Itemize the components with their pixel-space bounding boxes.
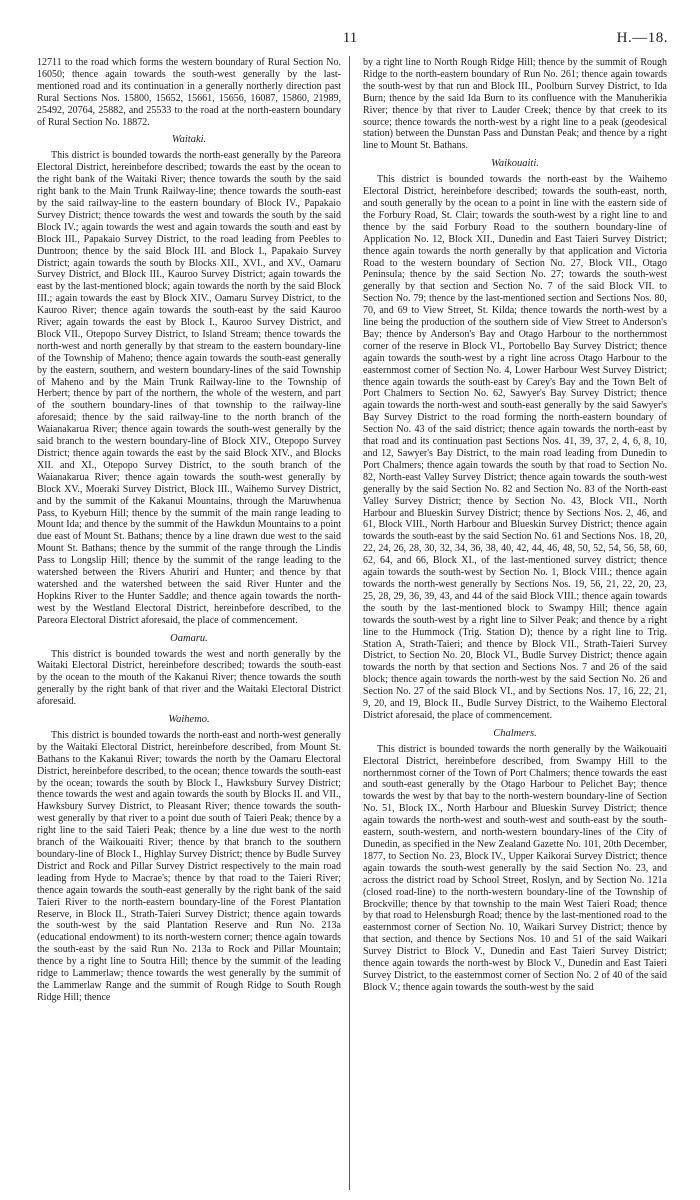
column-divider <box>349 56 350 1190</box>
district-paragraph-waikouaiti: This district is bounded towards the north-east by the Waihemo Electoral District, hereinbefore described; towards the south-east, north, and south generally by the ocean to a point in line with the eastern side of the Forbury Road, St. Clair; towards the south-west by a right line to and thence by the said Forbury Road to the southern boundary-line of Application No. 12, Block XII., Dunedin and East Taieri Survey District; thence again towards the north generally by that application and Victoria Road to the western boundary of Section No. 27, Block VII., Otago Peninsula; thence by the said Section No. 27; towards the south-west generally by that section and Section No. 7 of the said Block VII. to Section No. 79; thence by the last-mentioned section and Sections Nos. 80, 70, and 69 to View Street, St. Kilda; thence towards the north-west by a line being the production of the southern side of View Street to Anderson's Bay; thence by Anderson's Bay and Otago Harbour to the northernmost corner of the reserve in Block VI., Portobello Bay Survey District; thence again towards the south-west by a right line across Otago Harbour to the easternmost corner of Section No. 4, Lower Harbour West Survey District; thence again towards the south-east by Carey's Bay and the Town Belt of Port Chalmers to Section No. 62, Sawyer's Bay Survey District; thence again towards the north-west and south-east generally by the said Sawyer's Bay Survey District to the road forming the north-eastern boundary of Section No. 43 of the said district; thence again towards the north-east by that road and its continuation past Sections Nos. 41, 39, 37, 2, 4, 6, 8, 10, and 12, Sawyer's Bay District, to the main road leading from Dunedin to Port Chalmers; thence again towards the south by that road to Section No. 82, North-east Valley Survey District; thence again towards the south-west generally by the said Section No. 82 and Section No. 83 of the North-east Valley Survey District; thence by Section No. 43, Block VII., North Harbour and Blueskin Survey District; thence by Sections Nos. 2, 46, and 61, Block VIII., North Harbour and Blueskin Survey District; thence again towards the south-east by the said Section No. 61 and Sections Nos. 18, 20, 22, 24, 26, 28, 30, 32, 34, 36, 38, 40, 42, 44, 46, 48, 50, 52, 54, 56, 58, 60, 62, 64, and 66, Block XI., of the last-mentioned survey district; thence again towards the south-west by Section No. 1, Block VIII.; thence again towards the north-west generally by Sections Nos. 19, 56, 21, 22, 20, 23, 25, 28, 29, 36, 39, 43, and 44 of the said Block VIII.; thence again towards the south by the last-mentioned block to Swampy Hill; thence again towards the south-west by a right line to Silver Peak; and thence by a right line to the Hummock (Trig. Station D); thence by a right line to Trig. Station A, Strath-Taieri; and thence by Block VII., Strath-Taieri Survey District, to Section No. 20, Block VI., Budle Survey District; thence again towards the north by that section and Sections Nos. 7 and 26 of the said block; thence again towards the north-west by the said Section No. 26 and Section No. 27 of the said Block VI., and by Sections Nos. 17, 16, 22, 21, 9, 20, and 19, Block II., Budle Survey District, to the Waihemo Electoral District aforesaid, the place of commencement. <box>363 174 667 721</box>
district-paragraph-waitaki: This district is bounded towards the north-east generally by the Pareora Electoral District, hereinbefore described; towards the east by the ocean to the right bank of the Waitaki River; thence towards the south by the said right bank to the Main Trunk Railway-line; thence towards the south-east by the said railway-line to the eastern boundary of Block IV., Papakaio Survey District; thence towards the west and towards the south by the said Block IV.; again towards the west and again towards the south and east by Block III., Papakaio Survey District, to the road leading from Peebles to Duntroon; thence by the said Block III. and Block I., Papakaio Survey District; again towards the south by Blocks XII., XVI., and XV., Oamaru Survey District, and Block III., Kauroo Survey District; again towards the east by the last-mentioned block; again towards the north by the said Block III.; again towards the east by Block XIV., Oamaru Survey District, to the Kauroo River; thence again towards the south-east by the said Kauroo River; again towards the east by Block I., Kauroo Survey District, and Block VII., Otepopo Survey District, to Island Stream; thence towards the north-west and north generally by that stream to the eastern boundary-line of the Township of Maheno; thence again towards the south-east generally by the eastern, southern, and western boundary-lines of the said Township of Maheno and by the Main Trunk Railway-line to the Township of Herbert; thence by part of the northern, the whole of the western, and part of the southern boundary-lines of that township to the railway-line aforesaid; thence by the said railway-line to the north branch of the Waianakarua River; thence again towards the south-west generally by the said branch to the western boundary-line of Block XIV., Otepopo Survey District; thence again towards the east by the said Block XIV., and Blocks XII. and XI., Otepopo Survey District, to the south branch of the Waianakarua River; thence again towards the south-west generally by Block XV., Moeraki Survey District, Block III., Waihemo Survey District, and by the summit of the Kakanui Mountains, through the Maruwhenua Pass, to Kyeburn Hill; thence by the summit of the main range leading to Mount Ida; and thence by the summit of the Hawkdun Mountains to a point due east of Mount St. Bathans; thence by a line drawn due west to the said Mount St. Bathans; thence by the summit of the range through the Lindis Pass to Longslip Hill; thence by the summit of the range leading to the watershed between the Rivers Ahuriri and Hunter; and thence by that watershed and the watershed between the said River Hunter and the Hopkins River to the Hunter Saddle; and thence again towards the north-west by the Westland Electoral District, hereinbefore described, to the Pareora Electoral District aforesaid, the place of commencement. <box>37 150 341 626</box>
district-heading-waihemo: Waihemo. <box>168 714 210 726</box>
district-heading-oamaru: Oamaru. <box>170 632 208 644</box>
district-paragraph-oamaru: This district is bounded towards the west and north generally by the Waitaki Electoral District, hereinbefore described; towards the south-east by the ocean to the mouth of the Kakanui River; thence towards the south generally by the right bank of that river and the Waitaki Electoral District aforesaid. <box>37 648 341 708</box>
document-reference: H.—18. <box>616 30 668 46</box>
left-column <box>37 57 341 1004</box>
district-paragraph-chalmers: This district is bounded towards the north generally by the Waikouaiti Electoral District, hereinbefore described, from Swampy Hill to the northernmost corner of the Town of Port Chalmers; thence towards the east and south-east generally by the Otago Harbour to Pelichet Bay; thence towards the west by that bay to the north-western boundary-line of Section No. 51, Block IX., North Harbour and Blueskin Survey District; thence again towards the north-west and south-west and south-east by the south-eastern, south-western, and north-western boundary-lines of the City of Dunedin, as specified in the New Zealand Gazette No. 101, 20th December, 1877, to Section No. 23, Block IV., Upper Kaikorai Survey District; thence again towards the south-west generally by the said Section No. 23, and across the district road by School Street, Roslyn, and by Section No. 121a (closed road-line) to the north-western boundary-line of the Township of Brockville; thence by that township to the main West Taieri Road; thence by that road to Helensburgh Road; thence by the last-mentioned road to the easternmost corner of Section No. 10, Waikari Survey District; thence by that section, and thence by Sections Nos. 10 and 51 of the said Waikari Survey District to Block V., Dunedin and East Taieri Survey District; thence again towards the north-west by Block V., Dunedin and East Taieri Survey District, to the easternmost corner of Section No. 2 of 40 of the said Block V.; thence again towards the south-west by the said <box>363 743 667 993</box>
district-heading-waikouaiti: Waikouaiti. <box>491 158 539 170</box>
page-number: 11 <box>342 30 358 46</box>
continuation-paragraph: by a right line to North Rough Ridge Hill; thence by the summit of Rough Ridge to the north-eastern boundary of Run No. 261; thence again towards the south-west by that run and Block III., Poolburn Survey District, to Ida Burn; thence by the said Ida Burn to its confluence with the Manuherikia River; thence by that river to Lauder Creek; thence by that creek to its source; thence towards the north-west by a right line to a peak (geodesical station) between the Dunstan Pass and Dunstan Peak; and thence by a right line to Mount St. Bathans. <box>363 57 667 152</box>
district-heading-waitaki: Waitaki. <box>171 134 207 146</box>
continuation-paragraph: 12711 to the road which forms the western boundary of Rural Section No. 16050; thence again towards the south-west generally by the last-mentioned road and its continuation in a generally northerly direction past Rural Sections Nos. 15800, 15652, 15661, 15656, 16087, 15860, 21989, 25492, 20764, 25882, and 25533 to the road at the north-eastern boundary of Rural Section No. 18872. <box>37 57 341 128</box>
district-heading-chalmers: Chalmers. <box>493 727 537 739</box>
district-paragraph-waihemo: This district is bounded towards the north-east and north-west generally by the Waitaki Electoral District, hereinbefore described, from Mount St. Bathans to the Kakanui River; towards the north by the Oamaru Electoral District, hereinbefore described, to the ocean; thence towards the south-east by the ocean; towards the south by Block I., Hawksbury Survey District; thence towards the west and again towards the south by Blocks II. and VII., Hawksbury Survey District, to Pleasant River; thence towards the south-west generally by that river to a point due south of Taieri Peak; thence by a right line to the said Taieri Peak; thence by a line due west to the north branch of the Waikouaiti River; thence by that branch to the southern boundary-line of Block I., Highlay Survey District; thence by Budle Survey District and Rock and Pillar Survey District respectively to the main road leading from Hyde to Macrae's; thence by that road to the Taieri River; thence again towards the south-east generally by the right bank of the said Taieri River to the north-eastern boundary-line of the Forest Plantation Reserve, in Block II., Strath-Taieri Survey District; thence again towards the south-west by the said Plantation Reserve and Run No. 213a (educational endowment) to its north-western corner; thence again towards the south-east by the said Run No. 213a to Rock and Pillar Mountain; thence by a right line to Soutra Hill; thence by the summit of the leading ridge to Lammerlaw; thence towards the west generally by the summit of the Lammerlaw Range and the summit of Rough Ridge to South Rough Ridge Hill; thence <box>37 729 341 1003</box>
right-column <box>363 57 667 994</box>
